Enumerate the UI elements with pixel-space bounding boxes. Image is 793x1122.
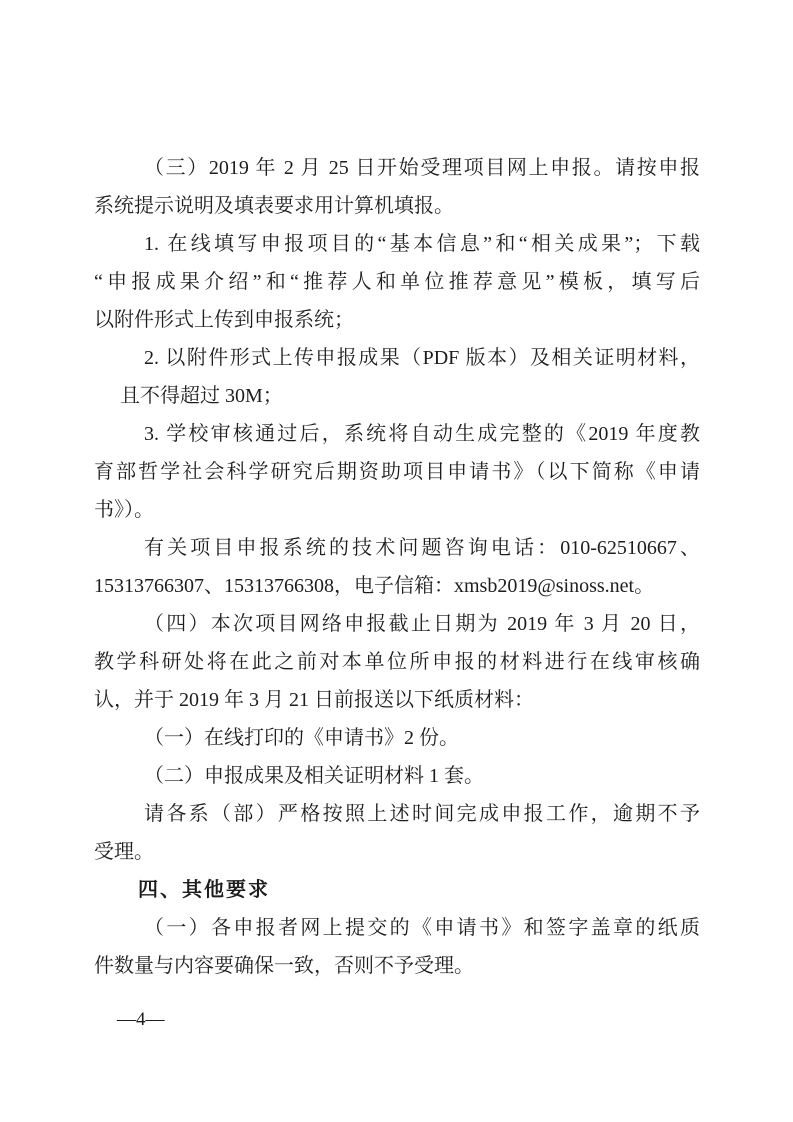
text-line: （一）各申报者网上提交的《申请书》和签字盖章的纸质 bbox=[144, 917, 700, 939]
text-line: 2. 以附件形式上传申报成果（PDF 版本）及相关证明材料， bbox=[144, 347, 700, 369]
text-line: 系统提示说明及填表要求用计算机填报。 bbox=[94, 195, 454, 217]
text-line: 且不得超过 30M； bbox=[120, 385, 283, 407]
paragraph bbox=[94, 225, 700, 339]
text-line: 件数量与内容要确保一致，否则不予受理。 bbox=[94, 955, 474, 977]
paragraph bbox=[94, 415, 700, 529]
paragraph bbox=[94, 795, 700, 871]
text-line: （二）申报成果及相关证明材料 1 套。 bbox=[144, 765, 484, 787]
paragraph bbox=[94, 339, 700, 415]
text-line: 1. 在线填写申报项目的“基本信息”和“相关成果”；下载 bbox=[144, 233, 700, 255]
text-line: 以附件形式上传到申报系统； bbox=[94, 309, 354, 331]
paragraph bbox=[94, 909, 700, 985]
text-line: 有关项目申报系统的技术问题咨询电话：010-62510667、 bbox=[144, 537, 700, 559]
paragraph bbox=[94, 605, 700, 719]
page-number: —4— bbox=[117, 1009, 165, 1030]
section bbox=[94, 871, 700, 909]
text-line: （四）本次项目网络申报截止日期为 2019 年 3 月 20 日， bbox=[144, 613, 700, 635]
paragraph bbox=[94, 719, 700, 757]
text-line: 育部哲学社会科学研究后期资助项目申请书》（以下简称《申请 bbox=[94, 461, 700, 483]
text-line: “申报成果介绍”和“推荐人和单位推荐意见”模板，填写后 bbox=[94, 271, 700, 293]
text-line: 15313766307、15313766308，电子信箱：xmsb2019@sinoss.net。 bbox=[94, 575, 655, 597]
text-line: （三）2019 年 2 月 25 日开始受理项目网上申报。请按申报 bbox=[144, 157, 700, 179]
text-line: 受理。 bbox=[94, 841, 154, 863]
section-heading: 四、其他要求 bbox=[138, 879, 270, 901]
text-line: 请各系（部）严格按照上述时间完成申报工作，逾期不予 bbox=[144, 803, 700, 825]
paragraph bbox=[94, 149, 700, 225]
text-line: 教学科研处将在此之前对本单位所申报的材料进行在线审核确 bbox=[94, 651, 700, 673]
paragraph bbox=[94, 757, 700, 795]
text-line: 3. 学校审核通过后，系统将自动生成完整的《2019 年度教 bbox=[144, 423, 700, 445]
document-body bbox=[94, 149, 700, 985]
text-line: 认，并于 2019 年 3 月 21 日前报送以下纸质材料： bbox=[94, 689, 534, 711]
text-line: 书》）。 bbox=[94, 499, 154, 521]
text-line: （一）在线打印的《申请书》2 份。 bbox=[144, 727, 459, 749]
paragraph bbox=[94, 529, 700, 605]
